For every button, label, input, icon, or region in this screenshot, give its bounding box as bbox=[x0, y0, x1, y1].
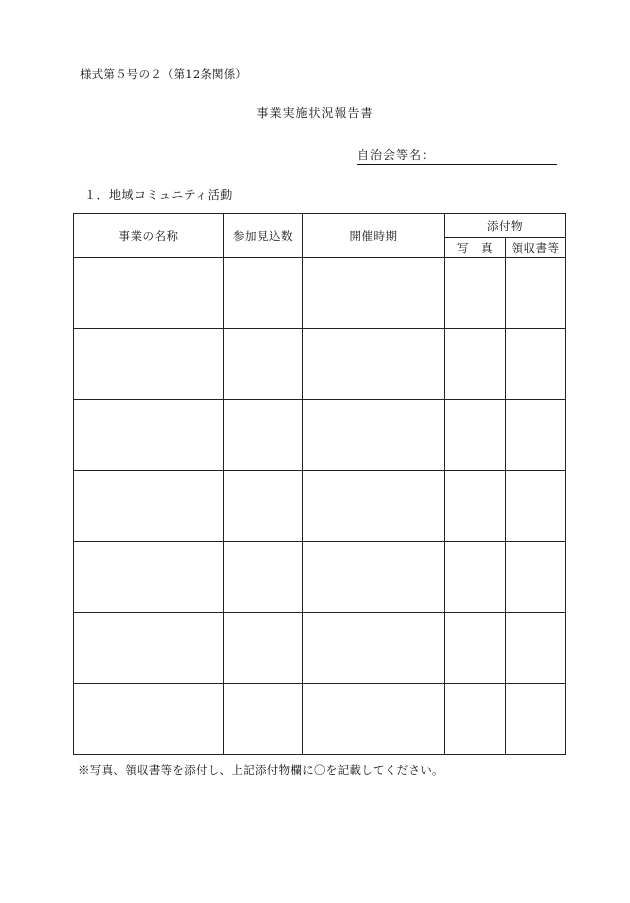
participants-cell[interactable] bbox=[224, 400, 303, 471]
header-receipt: 領収書等 bbox=[506, 238, 566, 258]
photo-cell[interactable] bbox=[445, 613, 506, 684]
period-cell[interactable] bbox=[303, 471, 445, 542]
event-name-cell[interactable] bbox=[74, 258, 224, 329]
event-name-cell[interactable] bbox=[74, 329, 224, 400]
form-number: 様式第５号の２（第12条関係） bbox=[80, 67, 248, 81]
receipt-cell[interactable] bbox=[506, 258, 566, 329]
period-cell[interactable] bbox=[303, 329, 445, 400]
receipt-cell[interactable] bbox=[506, 471, 566, 542]
participants-cell[interactable] bbox=[224, 471, 303, 542]
event-name-cell[interactable] bbox=[74, 471, 224, 542]
participants-cell[interactable] bbox=[224, 684, 303, 755]
photo-cell[interactable] bbox=[445, 400, 506, 471]
event-name-cell[interactable] bbox=[74, 684, 224, 755]
table-row bbox=[74, 258, 566, 329]
event-name-cell[interactable] bbox=[74, 613, 224, 684]
photo-cell[interactable] bbox=[445, 542, 506, 613]
receipt-cell[interactable] bbox=[506, 613, 566, 684]
activity-report-table bbox=[73, 213, 566, 755]
table-row bbox=[74, 329, 566, 400]
header-photo: 写 真 bbox=[445, 238, 506, 258]
participants-cell[interactable] bbox=[224, 329, 303, 400]
document-title: 事業実施状況報告書 bbox=[256, 106, 374, 120]
receipt-cell[interactable] bbox=[506, 329, 566, 400]
participants-cell[interactable] bbox=[224, 258, 303, 329]
organization-name-label: 自治会等名： bbox=[357, 148, 436, 162]
period-cell[interactable] bbox=[303, 400, 445, 471]
participants-cell[interactable] bbox=[224, 613, 303, 684]
section-heading: １．地域コミュニティ活動 bbox=[84, 188, 233, 202]
header-expected-participants: 参加見込数 bbox=[224, 214, 303, 258]
header-event-period: 開催時期 bbox=[303, 214, 445, 258]
photo-cell[interactable] bbox=[445, 329, 506, 400]
footnote: ※写真、領収書等を添付し、上記添付物欄に〇を記載してください。 bbox=[78, 763, 444, 777]
period-cell[interactable] bbox=[303, 542, 445, 613]
photo-cell[interactable] bbox=[445, 684, 506, 755]
participants-cell[interactable] bbox=[224, 542, 303, 613]
organization-name-field[interactable] bbox=[357, 146, 557, 165]
table-row bbox=[74, 400, 566, 471]
table-row bbox=[74, 684, 566, 755]
photo-cell[interactable] bbox=[445, 471, 506, 542]
period-cell[interactable] bbox=[303, 258, 445, 329]
receipt-cell[interactable] bbox=[506, 542, 566, 613]
period-cell[interactable] bbox=[303, 684, 445, 755]
event-name-cell[interactable] bbox=[74, 400, 224, 471]
photo-cell[interactable] bbox=[445, 258, 506, 329]
table-row bbox=[74, 471, 566, 542]
table-row bbox=[74, 613, 566, 684]
period-cell[interactable] bbox=[303, 613, 445, 684]
table-row bbox=[74, 542, 566, 613]
receipt-cell[interactable] bbox=[506, 400, 566, 471]
header-event-name: 事業の名称 bbox=[74, 214, 224, 258]
header-attachments: 添付物 bbox=[445, 214, 566, 238]
receipt-cell[interactable] bbox=[506, 684, 566, 755]
event-name-cell[interactable] bbox=[74, 542, 224, 613]
